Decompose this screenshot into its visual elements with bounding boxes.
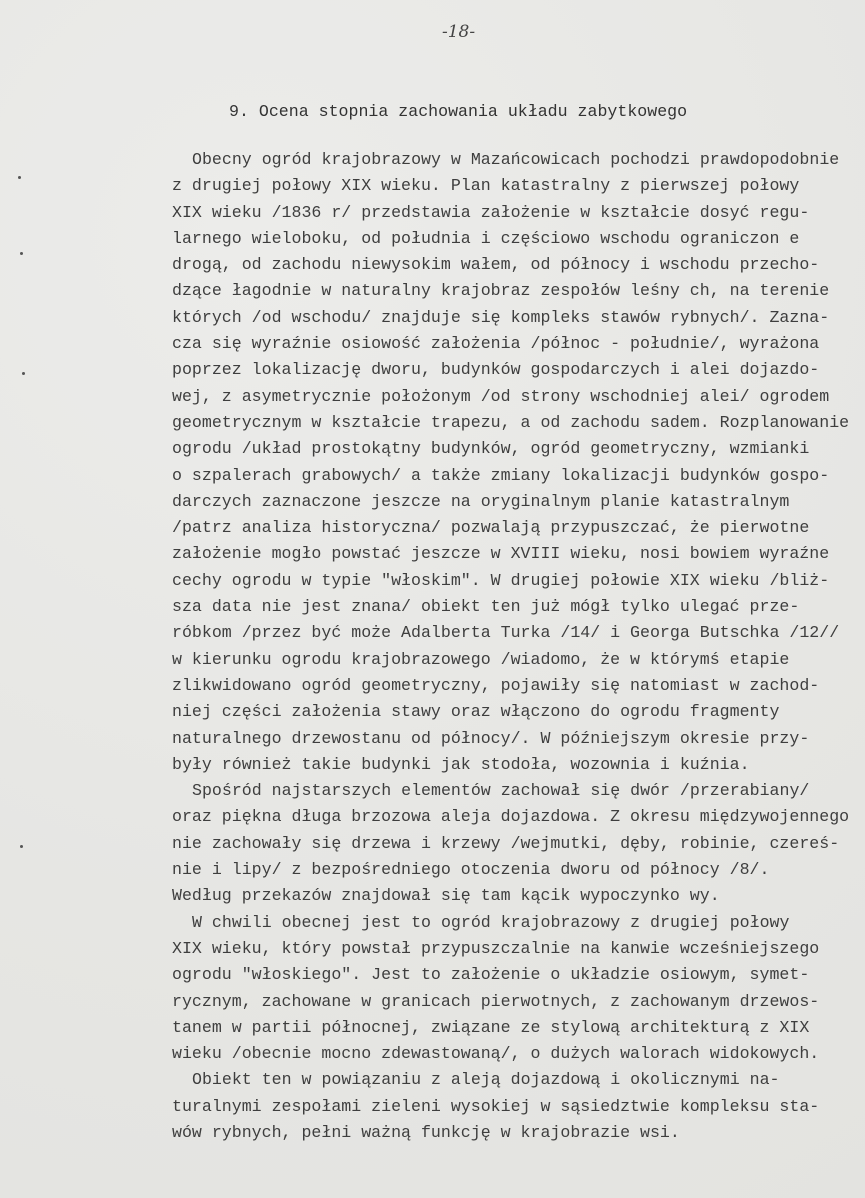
text-line: wieku /obecnie mocno zdewastowaną/, o dużych walorach widokowych.: [172, 1044, 820, 1064]
text-line: geometrycznym w kształcie trapezu, a od zachodu sadem. Rozplanowanie: [172, 412, 850, 432]
text-line: z drugiej połowy XIX wieku. Plan katastralny z pierwszej połowy: [172, 176, 800, 196]
text-line: były również takie budynki jak stodoła, wozownia i kuźnia.: [172, 754, 750, 774]
text-line: zlikwidowano ogród geometryczny, pojawiły się natomiast w zachod-: [172, 675, 820, 695]
text-line: sza data nie jest znana/ obiekt ten już mógł tylko ulegać prze-: [172, 597, 800, 617]
text-line: XIX wieku, który powstał przypuszczalnie na kanwie wcześniejszego: [172, 938, 820, 958]
text-line: Obecny ogród krajobrazowy w Mazańcowicach pochodzi prawdopodobnie: [192, 150, 840, 169]
text-line: turalnymi zespołami zieleni wysokiej w sąsiedztwie kompleksu sta-: [172, 1096, 820, 1116]
text-line: XIX wieku /1836 r/ przedstawia założenie w kształcie dosyć regu-: [172, 202, 810, 222]
text-line: dzące łagodnie w naturalny krajobraz zespołów leśny ch, na terenie: [172, 281, 830, 301]
margin-mark: [20, 252, 23, 255]
text-line: Spośród najstarszych elementów zachował się dwór /przerabiany/: [192, 781, 810, 801]
text-line: ogrodu /układ prostokątny budynków, ogród geometryczny, wzmianki: [172, 439, 810, 459]
margin-mark: [22, 372, 25, 375]
text-line: wów rybnych, pełni ważną funkcję w krajobrazie wsi.: [172, 1122, 680, 1142]
text-line: /patrz analiza historyczna/ pozwalają przypuszczać, że pierwotne: [172, 518, 810, 538]
text-line: założenie mogło powstać jeszcze w XVIII wieku, nosi bowiem wyraźne: [172, 544, 830, 564]
text-line: Według przekazów znajdował się tam kącik wypoczynko wy.: [172, 886, 720, 906]
text-line: których /od wschodu/ znajduje się kompleks stawów rybnych/. Zazna-: [172, 307, 830, 327]
text-line: rycznym, zachowane w granicach pierwotnych, z zachowanym drzewos-: [172, 991, 820, 1011]
text-line: niej części założenia stawy oraz włączono do ogrodu fragmenty: [172, 702, 780, 722]
section-heading: 9. Ocena stopnia zachowania układu zabytkowego: [229, 102, 688, 121]
margin-mark: [18, 176, 21, 179]
text-line: Obiekt ten w powiązaniu z aleją dojazdową i okolicznymi na-: [192, 1070, 780, 1090]
text-line: poprzez lokalizację dworu, budynków gospodarczych i alei dojazdo-: [172, 360, 820, 380]
text-line: nie i lipy/ z bezpośredniego otoczenia dworu od północy /8/.: [172, 860, 770, 880]
text-line: oraz piękna długa brzozowa aleja dojazdowa. Z okresu międzywojennego: [172, 807, 850, 827]
text-line: w kierunku ogrodu krajobrazowego /wiadomo, że w którymś etapie: [172, 649, 790, 669]
text-line: naturalnego drzewostanu od północy/. W późniejszym okresie przy-: [172, 728, 810, 748]
text-line: o szpalerach grabowych/ a także zmiany lokalizacji budynków gospo-: [172, 465, 830, 485]
page-number: -18-: [442, 22, 476, 42]
text-line: nie zachowały się drzewa i krzewy /wejmutki, dęby, robinie, czereś-: [172, 833, 840, 853]
text-line: cechy ogrodu w typie "włoskim". W drugiej połowie XIX wieku /bliż-: [172, 570, 830, 590]
text-line: wej, z asymetrycznie położonym /od strony wschodniej alei/ ogrodem: [172, 386, 830, 406]
text-line: róbkom /przez być może Adalberta Turka /14/ i Georga Butschka /12//: [172, 623, 840, 643]
text-line: cza się wyraźnie osiowość założenia /północ - południe/, wyrażona: [172, 334, 820, 354]
margin-mark: [20, 845, 23, 848]
text-line: drogą, od zachodu niewysokim wałem, od północy i wschodu przecho-: [172, 255, 820, 275]
body-text: [172, 147, 849, 1146]
text-line: tanem w partii północnej, związane ze stylową architekturą z XIX: [172, 1017, 810, 1037]
text-line: larnego wieloboku, od południa i częściowo wschodu ograniczon e: [172, 228, 800, 248]
text-line: W chwili obecnej jest to ogród krajobrazowy z drugiej połowy: [192, 912, 790, 932]
text-line: ogrodu "włoskiego". Jest to założenie o układzie osiowym, symet-: [172, 965, 810, 985]
text-line: darczych zaznaczone jeszcze na oryginalnym planie katastralnym: [172, 491, 790, 511]
